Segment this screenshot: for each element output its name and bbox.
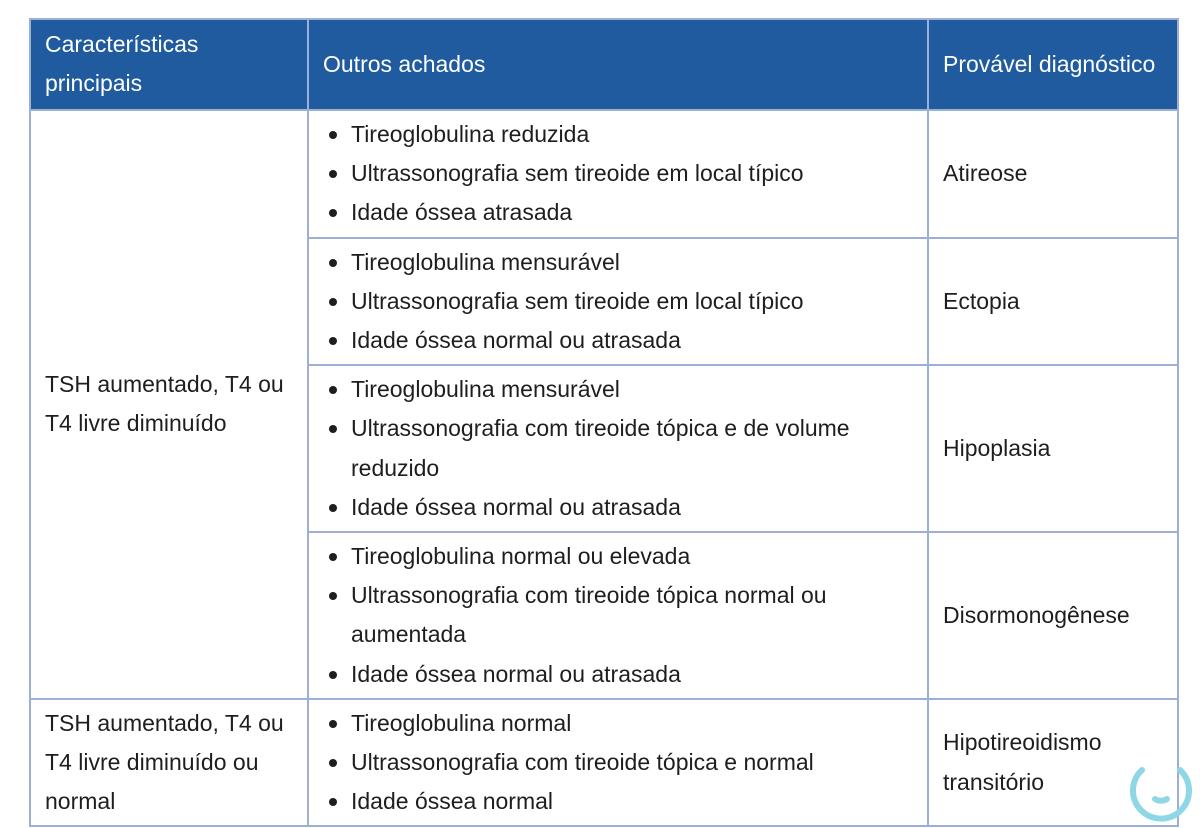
findings-list: [327, 704, 915, 822]
list-item: Idade óssea normal ou atrasada: [327, 655, 915, 694]
brand-logo-icon: [1128, 756, 1194, 822]
table-row: [30, 699, 1178, 827]
table-row: [30, 110, 1178, 238]
findings-list: [327, 537, 915, 694]
list-item: Tireoglobulina reduzida: [327, 115, 915, 154]
list-item: Ultrassonografia com tireoide tópica normal ou aumentada: [327, 576, 915, 654]
list-item: Ultrassonografia com tireoide tópica e normal: [327, 743, 915, 782]
findings-cell: [308, 365, 928, 532]
header-other-findings: Outros achados: [308, 19, 928, 110]
list-item: Idade óssea atrasada: [327, 193, 915, 232]
diagnosis-cell: Atireose: [928, 110, 1178, 238]
diagnosis-cell: Ectopia: [928, 238, 1178, 366]
list-item: Tireoglobulina normal ou elevada: [327, 537, 915, 576]
list-item: Tireoglobulina mensurável: [327, 243, 915, 282]
findings-cell: [308, 532, 928, 699]
findings-list: [327, 243, 915, 361]
main-characteristics-cell: TSH aumentado, T4 ou T4 livre diminuído ou normal: [30, 699, 308, 827]
header-main-characteristics: Características principais: [30, 19, 308, 110]
diagnosis-cell: Hipoplasia: [928, 365, 1178, 532]
findings-list: [327, 370, 915, 527]
diagnosis-cell: Disormonogênese: [928, 532, 1178, 699]
list-item: Ultrassonografia sem tireoide em local típico: [327, 282, 915, 321]
header-probable-diagnosis: Provável diagnóstico: [928, 19, 1178, 110]
findings-cell: [308, 110, 928, 238]
table-header-row: [30, 19, 1178, 110]
findings-cell: [308, 238, 928, 366]
list-item: Tireoglobulina mensurável: [327, 370, 915, 409]
list-item: Ultrassonografia com tireoide tópica e de volume reduzido: [327, 409, 915, 487]
findings-list: [327, 115, 915, 233]
diagnosis-table: [29, 18, 1179, 827]
list-item: Ultrassonografia sem tireoide em local típico: [327, 154, 915, 193]
list-item: Idade óssea normal ou atrasada: [327, 321, 915, 360]
main-characteristics-cell: TSH aumentado, T4 ou T4 livre diminuído: [30, 110, 308, 699]
list-item: Tireoglobulina normal: [327, 704, 915, 743]
findings-cell: [308, 699, 928, 827]
list-item: Idade óssea normal ou atrasada: [327, 488, 915, 527]
list-item: Idade óssea normal: [327, 782, 915, 821]
diagnosis-cell: Hipotireoidismo transitório: [928, 699, 1178, 827]
